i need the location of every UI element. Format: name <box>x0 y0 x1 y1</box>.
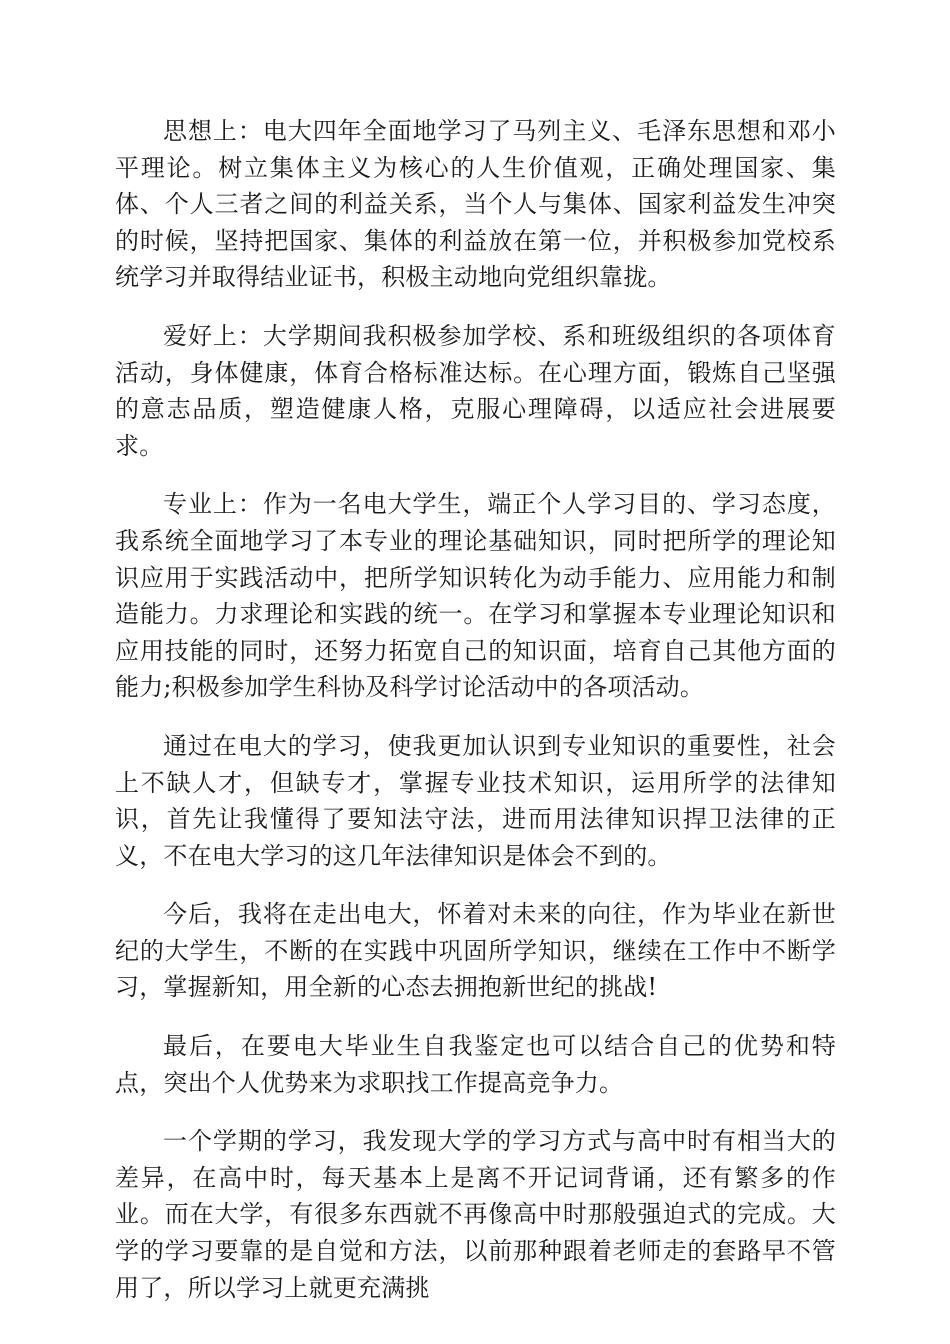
paragraph-finally: 最后，在要电大毕业生自我鉴定也可以结合自己的优势和特点，突出个人优势来为求职找工作提高竞争力。 <box>115 1032 836 1097</box>
paragraph-semester: 一个学期的学习，我发现大学的学习方式与高中时有相当大的差异，在高中时，每天基本上是离不开记词背诵，还有繁多的作业。而在大学，有很多东西就不再像高中时那般强迫式的完成。大学的学习要靠的是自觉和方法，以前那种跟着老师走的套路早不管用了，所以学习上就更充满挑 <box>115 1127 836 1302</box>
paragraph-thought: 思想上：电大四年全面地学习了马列主义、毛泽东思想和邓小平理论。树立集体主义为核心的人生价值观，正确处理国家、集体、个人三者之间的利益关系，当个人与集体、国家利益发生冲突的时候，坚持把国家、集体的利益放在第一位，并积极参加党校系统学习并取得结业证书，积极主动地向党组织靠拢。 <box>115 117 836 292</box>
paragraph-future: 今后，我将在走出电大，怀着对未来的向往，作为毕业在新世纪的大学生，不断的在实践中巩固所学知识，继续在工作中不断学习，掌握新知，用全新的心态去拥抱新世纪的挑战! <box>115 900 836 1002</box>
paragraph-major: 专业上：作为一名电大学生，端正个人学习目的、学习态度，我系统全面地学习了本专业的理论基础知识，同时把所学的理论知识应用于实践活动中，把所学知识转化为动手能力、应用能力和制造能力。力求理论和实践的统一。在学习和掌握本专业理论知识和应用技能的同时，还努力拓宽自己的知识面，培育自己其他方面的能力;积极参加学生科协及科学讨论活动中的各项活动。 <box>115 490 836 702</box>
paragraph-hobby: 爱好上：大学期间我积极参加学校、系和班级组织的各项体育活动，身体健康，体育合格标准达标。在心理方面，锻炼自己坚强的意志品质，塑造健康人格，克服心理障碍，以适应社会进展要求。 <box>115 321 836 460</box>
paragraph-learning: 通过在电大的学习，使我更加认识到专业知识的重要性，社会上不缺人才，但缺专才，掌握专业技术知识，运用所学的法律知识，首先让我懂得了要知法守法，进而用法律知识捍卫法律的正义，不在电大学习的这几年法律知识是体会不到的。 <box>115 731 836 870</box>
